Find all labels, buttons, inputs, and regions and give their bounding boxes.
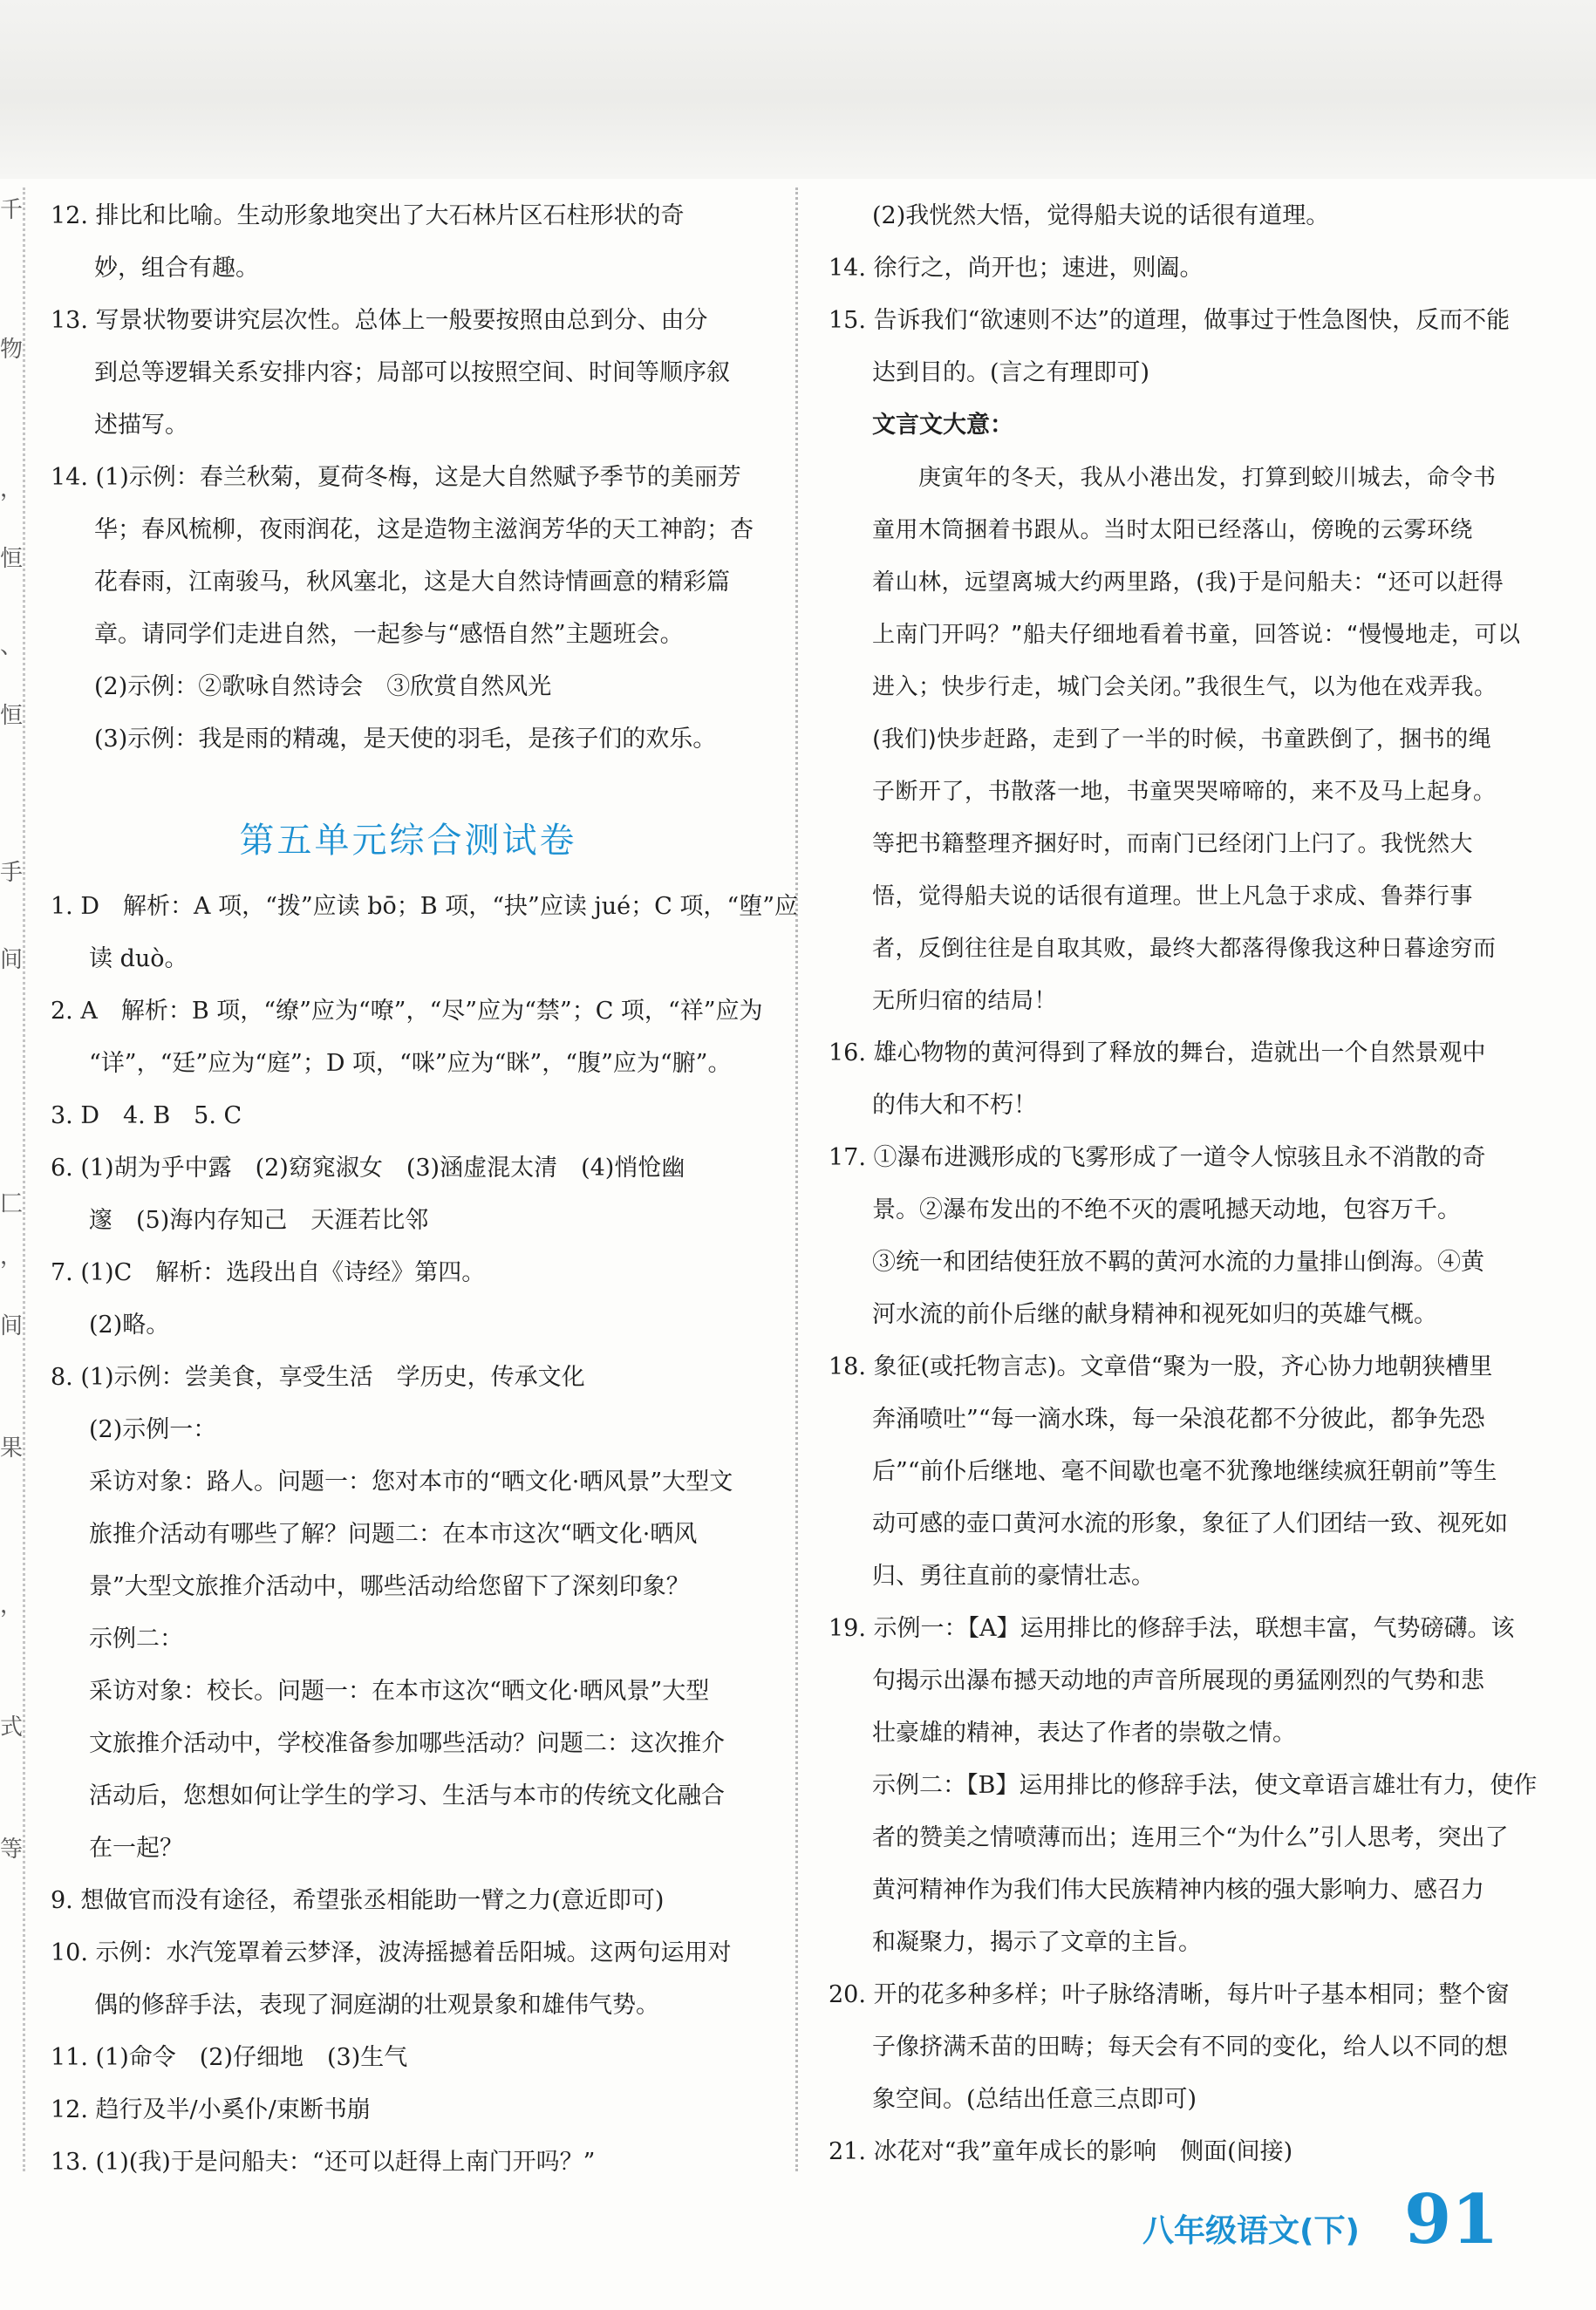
left-column — [51, 190, 798, 2176]
answer-line: ③统一和团结使狂放不羁的黄河水流的力量排山倒海。④黄 — [872, 1249, 1484, 1276]
answer-line: 19. 示例一：【A】运用排比的修辞手法，联想丰富，气势磅礴。该 — [829, 1615, 1515, 1642]
answer-line: 采访对象：路人。问题一：您对本市的“晒文化·晒风景”大型文 — [89, 1468, 733, 1496]
answer-line: 文言文大意： — [872, 412, 1013, 439]
answer-line: 读 duò。 — [89, 945, 188, 972]
edge-character: 恒 — [0, 546, 24, 572]
answer-line: 示例二： — [89, 1625, 183, 1652]
answer-line: 到总等逻辑关系安排内容；局部可以按照空间、时间等顺序叙 — [94, 359, 730, 386]
answer-line: 2. A 解析：B 项，“缭”应为“嘹”，“尽”应为“禁”；C 项，“祥”应为 — [51, 998, 763, 1025]
answer-line: 子像挤满禾苗的田畴；每天会有不同的变化，给人以不同的想 — [872, 2034, 1508, 2061]
answer-line: 章。请同学们走进自然，一起参与“感悟自然”主题班会。 — [94, 621, 684, 648]
answer-line: “详”，“廷”应为“庭”；D 项，“咪”应为“眯”，“腹”应为“腑”。 — [89, 1050, 732, 1077]
edge-character: 物 — [0, 337, 24, 363]
grade-subject-label: 八年级语文(下) — [1142, 2213, 1360, 2249]
answer-line: 花春雨，江南骏马，秋风塞北，这是大自然诗情画意的精彩篇 — [94, 569, 730, 596]
answer-line: 悟，觉得船夫说的话很有道理。世上凡急于求成、鲁莽行事 — [872, 883, 1474, 910]
answer-line: 18. 象征(或托物言志)。文章借“聚为一股，齐心协力地朝狭槽里 — [829, 1353, 1493, 1380]
previous-unit-answers — [51, 190, 766, 766]
answer-line: 华；春风梳柳，夜雨润花，这是造物主滋润芳华的天工神韵；杏 — [94, 516, 754, 543]
answer-line: 句揭示出瀑布撼天动地的声音所展现的勇猛刚烈的气势和悲 — [872, 1667, 1484, 1694]
answer-line: (2)略。 — [89, 1312, 170, 1339]
edge-character: 千 — [0, 197, 24, 223]
answer-line: 14. (1)示例：春兰秋菊，夏荷冬梅，这是大自然赋予季节的美丽芳 — [51, 464, 741, 491]
answer-line: (2)我恍然大悟，觉得船夫说的话很有道理。 — [872, 202, 1330, 229]
answer-line: 1. D 解析：A 项，“拨”应读 bō；B 项，“抉”应读 jué；C 项，“堕”应 — [51, 893, 798, 920]
answer-line: 上南门开吗？”船夫仔细地看着书童，回答说：“慢慢地走，可以 — [872, 622, 1521, 648]
answer-line: (2)示例：②歌咏自然诗会 ③欣赏自然风光 — [94, 673, 552, 700]
answer-line: 8. (1)示例：尝美食，享受生活 学历史，传承文化 — [51, 1364, 585, 1391]
answer-line: 奔涌喷吐”“每一滴水珠，每一朵浪花都不分彼此，都争先恐 — [872, 1406, 1485, 1433]
answer-line: 12. 趋行及半/小奚仆/束断书崩 — [51, 2096, 371, 2123]
answer-line: 景”大型文旅推介活动中，哪些活动给您留下了深刻印象？ — [89, 1573, 690, 1600]
answer-line: 着山林，远望离城大约两里路，(我)于是问船夫：“还可以赶得 — [872, 569, 1504, 596]
answer-line: 进入；快步行走，城门会关闭。”我很生气，以为他在戏弄我。 — [872, 674, 1497, 700]
answer-line: 后”“前仆后继地、毫不间歇也毫不犹豫地继续疯狂朝前”等生 — [872, 1458, 1497, 1485]
answer-line: 15. 告诉我们“欲速则不达”的道理，做事过于性急图快，反而不能 — [829, 307, 1511, 334]
edge-character: 手 — [0, 860, 24, 886]
binding-edge-characters — [0, 0, 24, 2310]
edge-character: ， — [0, 1592, 24, 1618]
answer-line: 6. (1)胡为乎中露 (2)窈窕淑女 (3)涵虚混太清 (4)悄怆幽 — [51, 1155, 685, 1182]
edge-character: 间 — [0, 1313, 24, 1339]
answer-line: 归、勇往直前的豪情壮志。 — [872, 1563, 1155, 1590]
answer-line: 13. 写景状物要讲究层次性。总体上一般要按照由总到分、由分 — [51, 307, 708, 334]
right-column — [829, 190, 1544, 2170]
answer-line: 16. 雄心物物的黄河得到了释放的舞台，造就出一个自然景观中 — [829, 1039, 1486, 1066]
answer-line: 21. 冰花对“我”童年成长的影响 侧面(间接) — [829, 2138, 1293, 2165]
answer-line: 者，反倒往往是自取其败，最终大都落得像我这种日暮途穷而 — [872, 936, 1497, 962]
edge-character: 果 — [0, 1435, 24, 1462]
answer-line: 活动后，您想如何让学生的学习、生活与本市的传统文化融合 — [89, 1782, 725, 1809]
edge-character: ， — [0, 476, 24, 502]
answer-line: 17. ①瀑布进溅形成的飞雾形成了一道令人惊骇且永不消散的奇 — [829, 1144, 1486, 1171]
answer-line: 采访对象：校长。问题一：在本市这次“晒文化·晒风景”大型 — [89, 1678, 710, 1705]
answer-line: 偶的修辞手法，表现了洞庭湖的壮观景象和雄伟气势。 — [94, 1992, 659, 2019]
answer-line: 12. 排比和比喻。生动形象地突出了大石林片区石柱形状的奇 — [51, 202, 685, 229]
edge-character: 恒 — [0, 703, 24, 729]
answer-line: 7. (1)C 解析：选段出自《诗经》第四。 — [51, 1259, 486, 1286]
scanned-header-band — [0, 0, 1596, 179]
answer-line: 妙，组合有趣。 — [94, 255, 259, 282]
answer-line: 旅推介活动有哪些了解？问题二：在本市这次“晒文化·晒风 — [89, 1521, 698, 1548]
answer-line: 述描写。 — [94, 412, 188, 439]
edge-character: 式 — [0, 1714, 24, 1741]
answer-line: (2)示例一： — [89, 1416, 217, 1443]
edge-character: 等 — [0, 1836, 24, 1863]
answer-line: 10. 示例：水汽笼罩着云梦泽，波涛摇撼着岳阳城。这两句运用对 — [51, 1939, 732, 1966]
edge-character: 匚 — [0, 1191, 24, 1217]
right-column-answers — [829, 190, 1544, 2178]
answer-line: 河水流的前仆后继的献身精神和视死如归的英雄气概。 — [872, 1301, 1437, 1328]
answer-line: 3. D 4. B 5. C — [51, 1102, 242, 1129]
answer-line: 象空间。(总结出任意三点即可) — [872, 2086, 1197, 2113]
answer-line: 庚寅年的冬天，我从小港出发，打算到蛟川城去，命令书 — [872, 465, 1497, 491]
answer-line: 达到目的。(言之有理即可) — [872, 359, 1150, 386]
answer-line: 和凝聚力，揭示了文章的主旨。 — [872, 1929, 1202, 1956]
answer-line: (3)示例：我是雨的精魂，是天使的羽毛，是孩子们的欢乐。 — [94, 726, 717, 753]
left-margin-rule — [23, 187, 25, 2171]
column-divider — [795, 187, 798, 2171]
answer-line: 11. (1)命令 (2)仔细地 (3)生气 — [51, 2044, 408, 2071]
answer-line: 无所归宿的结局！ — [872, 988, 1058, 1014]
answer-line: 9. 想做官而没有途径，希望张丞相能助一臂之力(意近即可) — [51, 1887, 665, 1914]
answer-line: 动可感的壶口黄河水流的形象，象征了人们团结一致、视死如 — [872, 1510, 1508, 1537]
answer-line: 文旅推介活动中，学校准备参加哪些活动？问题二：这次推介 — [89, 1730, 725, 1757]
page-number: 91 — [1404, 2180, 1499, 2259]
section-title: 第五单元综合测试卷 — [239, 821, 577, 861]
unit-five-answers — [51, 881, 798, 2189]
answer-line: 童用木筒捆着书跟从。当时太阳已经落山，傍晚的云雾环绕 — [872, 517, 1474, 543]
edge-character: 间 — [0, 947, 24, 973]
answer-line: 13. (1)(我)于是问船夫：“还可以赶得上南门开吗？” — [51, 2149, 596, 2176]
answer-line: 邃 (5)海内存知己 天涯若比邻 — [89, 1207, 429, 1234]
answer-line: 子断开了，书散落一地，书童哭哭啼啼的，来不及马上起身。 — [872, 779, 1497, 805]
answer-line: 壮豪雄的精神，表达了作者的崇敬之情。 — [872, 1720, 1296, 1747]
answer-line: 20. 开的花多种多样；叶子脉络清晰，每片叶子基本相同；整个窗 — [829, 1981, 1510, 2008]
page-footer — [1142, 2180, 1544, 2259]
answer-line: 景。②瀑布发出的不绝不灭的震吼撼天动地，包容万千。 — [872, 1196, 1461, 1223]
edge-character: 、 — [0, 633, 24, 659]
answer-line: 者的赞美之情喷薄而出；连用三个“为什么”引人思考，突出了 — [872, 1824, 1509, 1851]
answer-line: 示例二：【B】运用排比的修辞手法，使文章语言雄壮有力，使作 — [872, 1772, 1538, 1799]
answer-line: 黄河精神作为我们伟大民族精神内核的强大影响力、感召力 — [872, 1877, 1484, 1904]
answer-line: 在一起？ — [89, 1835, 183, 1862]
section-gap — [51, 766, 766, 797]
answer-line: 等把书籍整理齐捆好时，而南门已经闭门上闩了。我恍然大 — [872, 831, 1474, 857]
answer-line: (我们)快步赶路，走到了一半的时候，书童跌倒了，捆书的绳 — [872, 726, 1492, 753]
edge-character: ， — [0, 1244, 24, 1270]
answer-line: 14. 徐行之，尚开也；速进，则阖。 — [829, 255, 1204, 282]
answer-line: 的伟大和不朽！ — [872, 1092, 1037, 1119]
